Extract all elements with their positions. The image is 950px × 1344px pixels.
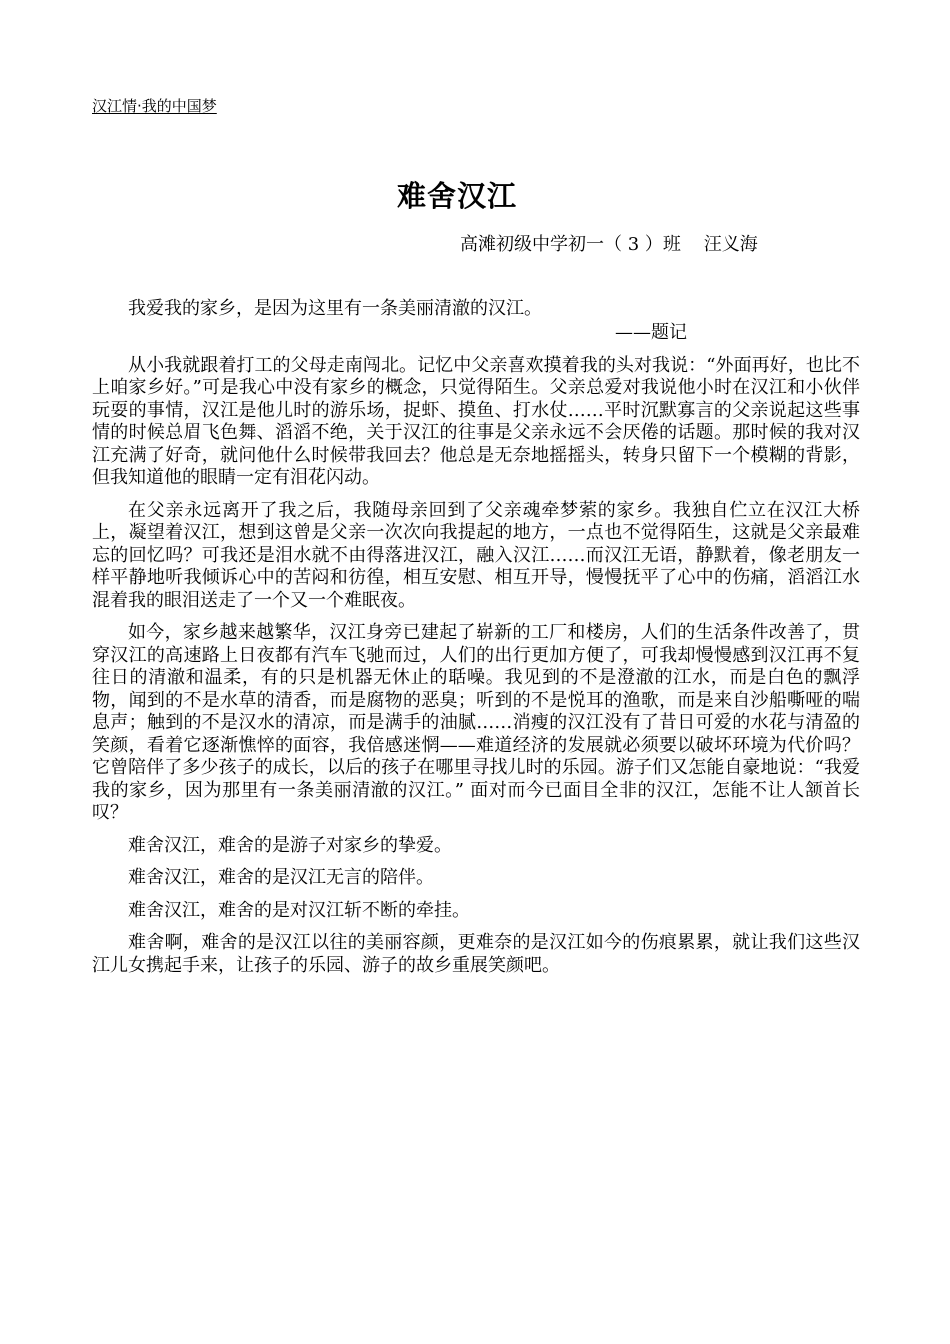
running-header: 汉江情·我的中国梦 (92, 97, 217, 115)
paragraph: 如今，家乡越来越繁华，汉江身旁已建起了崭新的工厂和楼房，人们的生活条件改善了，贯穿汉江的高速路上日夜都有汽车飞驰而过，人们的出行更加方便了，可我却慢慢感到汉江再不复往日的清澈和温柔，有的只是机器无休止的聒噪。我见到的不是澄澈的江水，而是白色的飘浮物，闻到的不是水草的清香，而是腐物的恶臭；听到的不是悦耳的渔歌，而是来自沙船嘶哑的喘息声；触到的不是汉水的清凉，而是满手的油腻……消瘦的汉江没有了昔日可爱的水花与清盈的笑颜，看着它逐渐憔悴的面容，我倍感迷惘——难道经济的发展就必须要以破坏环境为代价吗？它曾陪伴了多少孩子的成长，以后的孩子在哪里寻找儿时的乐园。游子们又怎能自豪地说：“我爱我的家乡，因为那里有一条美丽清澈的汉江。” 面对而今已面目全非的汉江，怎能不让人颔首长叹？ (92, 622, 860, 823)
paragraph: 难舍啊，难舍的是汉江以往的美丽容颜，更难奈的是汉江如今的伤痕累累，就让我们这些汉江儿女携起手来，让孩子的乐园、游子的故乡重展笑颜吧。 (92, 932, 860, 976)
epigraph: 我爱我的家乡，是因为这里有一条美丽清澈的汉江。 (128, 298, 542, 319)
author-line: 高滩初级中学初一（ 3 ）班 汪义海 (460, 234, 758, 255)
article-title: 难舍汉江 (396, 179, 517, 213)
paragraph: 难舍汉江，难舍的是汉江无言的陪伴。 (128, 867, 434, 888)
paragraph: 从小我就跟着打工的父母走南闯北。记忆中父亲喜欢摸着我的头对我说：“外面再好，也比不上咱家乡好。”可是我心中没有家乡的概念，只觉得陌生。父亲总爱对我说他小时在汉江和小伙伴玩耍的事情，汉江是他儿时的游乐场，捉虾、摸鱼、打水仗……平时沉默寡言的父亲说起这些事情的时候总眉飞色舞、滔滔不绝，关于汉江的往事是父亲永远不会厌倦的话题。那时候的我对汉江充满了好奇，就问他什么时候带我回去？他总是无奈地摇摇头，转身只留下一个模糊的背影，但我知道他的眼睛一定有泪花闪动。 (92, 354, 860, 488)
paragraph: 难舍汉江，难舍的是游子对家乡的挚爱。 (128, 834, 452, 856)
epigraph-sign: ——题记 (615, 321, 687, 343)
paragraph: 在父亲永远离开了我之后，我随母亲回到了父亲魂牵梦萦的家乡。我独自伫立在汉江大桥上，凝望着汉江，想到这曾是父亲一次次向我提起的地方，一点也不觉得陌生，这就是父亲最难忘的回忆吗？可我还是泪水就不由得落进汉江，融入汉江……而汉江无语，静默着，像老朋友一样平静地听我倾诉心中的苦闷和彷徨，相互安慰、相互开导，慢慢抚平了心中的伤痛，滔滔江水混着我的眼泪送走了一个又一个难眠夜。 (92, 499, 860, 611)
paragraph: 难舍汉江，难舍的是对汉江斩不断的牵挂。 (128, 899, 470, 921)
article-body (92, 298, 860, 987)
